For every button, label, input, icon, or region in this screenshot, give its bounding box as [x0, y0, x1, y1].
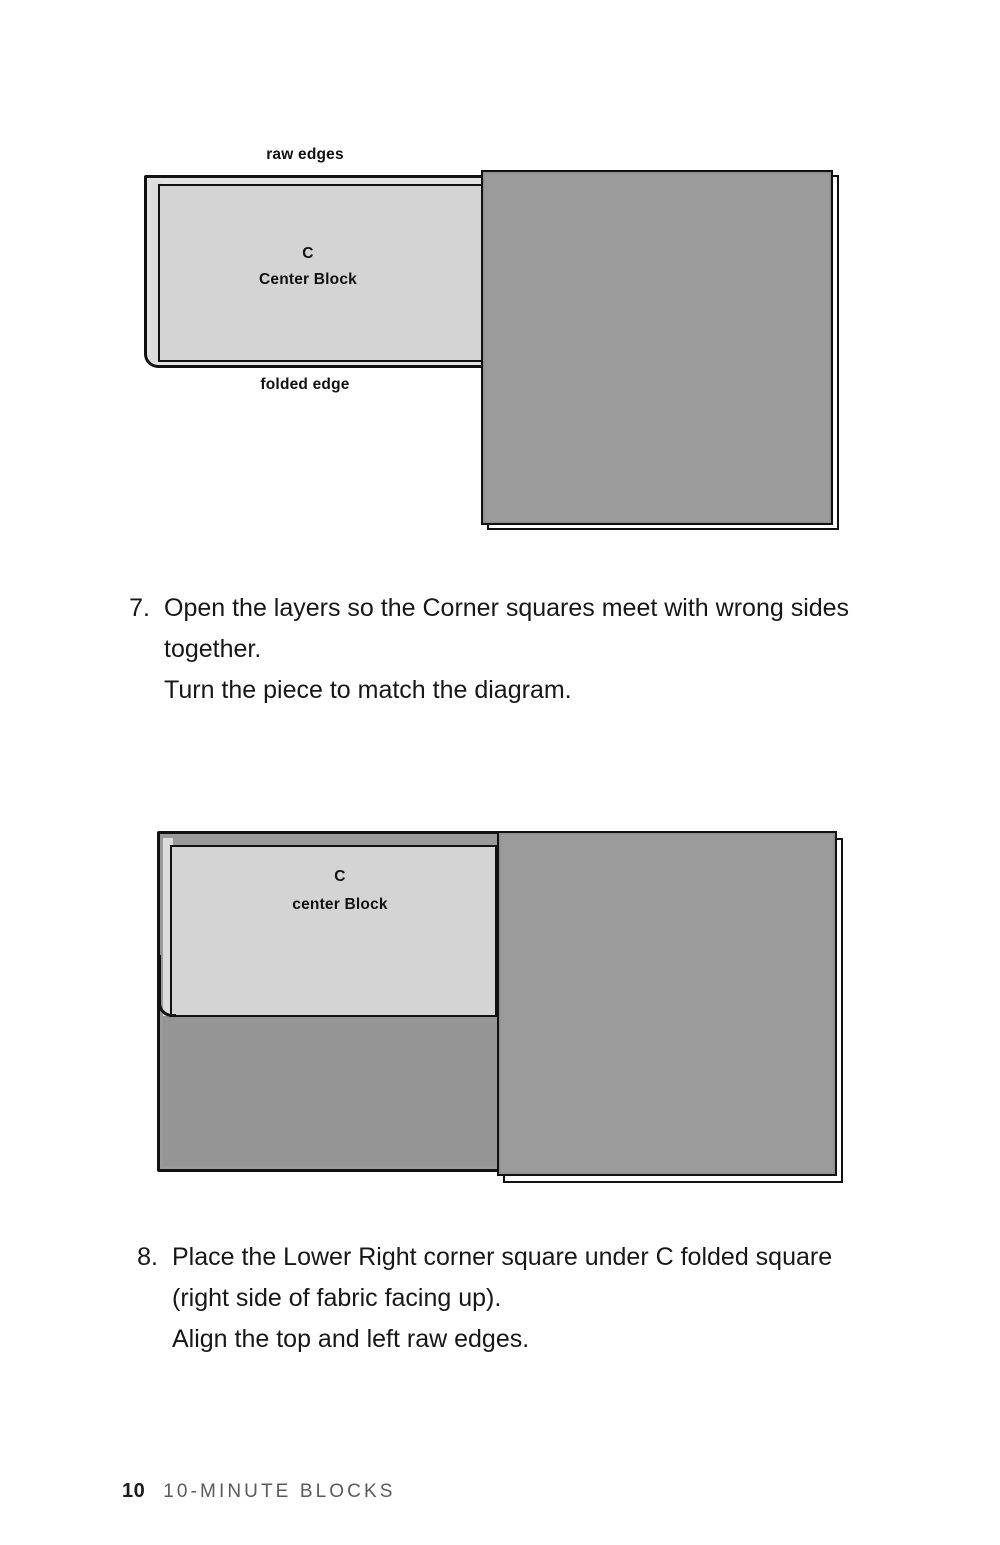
- figure-1-center-block-code: C: [302, 245, 314, 262]
- step-8-line-2: (right side of fabric facing up).: [172, 1284, 502, 1312]
- figure-1-label-raw-edges: raw edges: [266, 146, 344, 163]
- running-title: 10-MINUTE BLOCKS: [163, 1481, 396, 1502]
- figure-1-center-block-name: Center Block: [258, 271, 357, 288]
- step-8-number: 8.: [137, 1243, 158, 1271]
- figure-2-fold-curve: [158, 955, 176, 1017]
- step-8-body: [172, 1237, 890, 1360]
- step-7-line-2: together.: [164, 635, 262, 663]
- step-8-line-1: Place the Lower Right corner square under C folded square: [172, 1243, 833, 1271]
- step-8-line-3: Align the top and left raw edges.: [172, 1325, 530, 1353]
- figure-2-lower-left-square: [163, 1016, 497, 1166]
- figure-2-center-block-name: center Block: [292, 896, 388, 913]
- step-7-line-3: Turn the piece to match the diagram.: [164, 676, 572, 704]
- step-7-line-1: Open the layers so the Corner squares meet with wrong sides: [164, 594, 850, 622]
- figure-2-corner-square: [497, 831, 837, 1176]
- page-number: 10: [122, 1480, 146, 1502]
- page-footer: [122, 1480, 396, 1503]
- step-7-number: 7.: [129, 594, 150, 622]
- figure-2-center-block-code: C: [334, 868, 346, 885]
- step-8: [130, 1237, 890, 1360]
- figure-1-label-folded-edge: folded edge: [260, 376, 350, 393]
